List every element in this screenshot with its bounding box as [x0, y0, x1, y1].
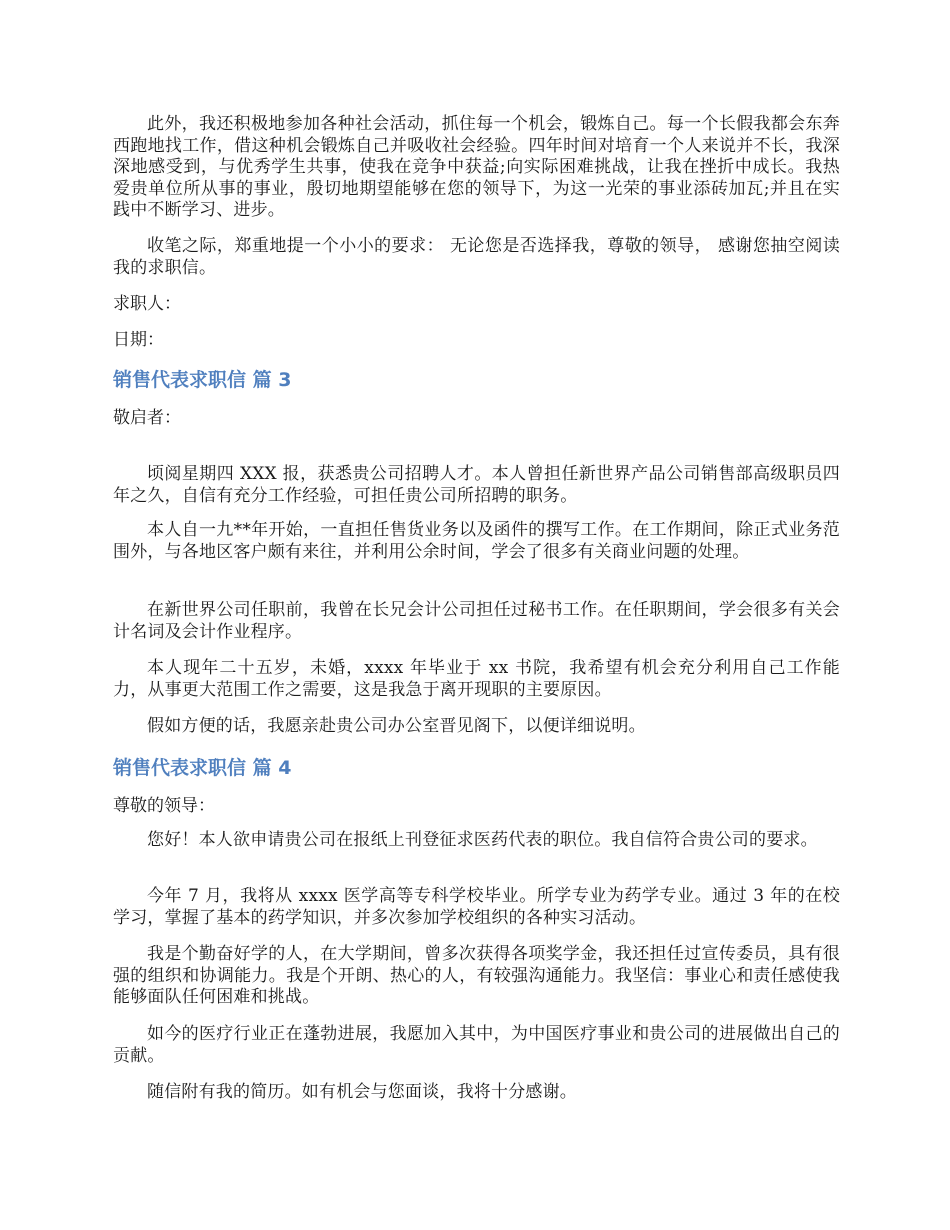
paragraph: 本人自一九**年开始，一直担任售货业务以及函件的撰写工作。在工作期间，除正式业务范围外，与各地区客户颇有来往，并利用公余时间，学会了很多有关商业问题的处理。 [113, 520, 840, 562]
paragraph: 在新世界公司任职前，我曾在长兄会计公司担任过秘书工作。在任职期间，学会很多有关会计名词及会计作业程序。 [113, 600, 840, 642]
paragraph: 随信附有我的简历。如有机会与您面谈，我将十分感谢。 [147, 1082, 577, 1102]
paragraph: 今年 7 月，我将从 xxxx 医学高等专科学校毕业。所学专业为药学专业。通过 3 年的在校学习，掌握了基本的药学知识，并多次参加学校组织的各种实习活动。 [113, 886, 840, 928]
paragraph: 收笔之际，郑重地提一个小小的要求： 无论您是否选择我，尊敬的领导， 感谢您抽空阅读我的求职信。 [113, 236, 840, 278]
paragraph: 假如方便的话，我愿亲赴贵公司办公室晋见阁下，以便详细说明。 [147, 716, 646, 736]
paragraph: 如今的医疗行业正在蓬勃进展，我愿加入其中，为中国医疗事业和贵公司的进展做出自己的贡献。 [113, 1024, 840, 1066]
paragraph: 您好！本人欲申请贵公司在报纸上刊登征求医药代表的职位。我自信符合贵公司的要求。 [147, 830, 818, 850]
greeting: 尊敬的领导： [113, 796, 215, 816]
paragraph: 顷阅星期四 XXX 报，获悉贵公司招聘人才。本人曾担任新世界产品公司销售部高级职员四年之久，自信有充分工作经验，可担任贵公司所招聘的职务。 [113, 464, 840, 506]
paragraph: 此外，我还积极地参加各种社会活动，抓住每一个机会，锻炼自己。每一个长假我都会东奔西跑地找工作，借这种机会锻炼自己并吸收社会经验。四年时间对培育一个人来说并不长，我深深地感受到，与优秀学生共事，使我在竞争中获益;向实际困难挑战，让我在挫折中成长。我热爱贵单位所从事的事业，殷切地期望能够在您的领导下，为这一光荣的事业添砖加瓦;并且在实践中不断学习、进步。 [113, 114, 840, 220]
section-heading: 销售代表求职信 篇 4 [113, 757, 292, 779]
paragraph: 本人现年二十五岁，未婚，xxxx 年毕业于 xx 书院，我希望有机会充分利用自己工作能力，从事更大范围工作之需要，这是我急于离开现职的主要原因。 [113, 658, 840, 700]
greeting: 敬启者： [113, 408, 181, 428]
date-label: 日期： [113, 330, 164, 350]
paragraph: 我是个勤奋好学的人，在大学期间，曾多次获得各项奖学金，我还担任过宣传委员，具有很强的组织和协调能力。我是个开朗、热心的人，有较强沟通能力。我坚信：事业心和责任感使我能够面队任何困难和挑战。 [113, 944, 840, 1007]
signer-label: 求职人： [113, 294, 181, 314]
section-heading: 销售代表求职信 篇 3 [113, 369, 292, 391]
